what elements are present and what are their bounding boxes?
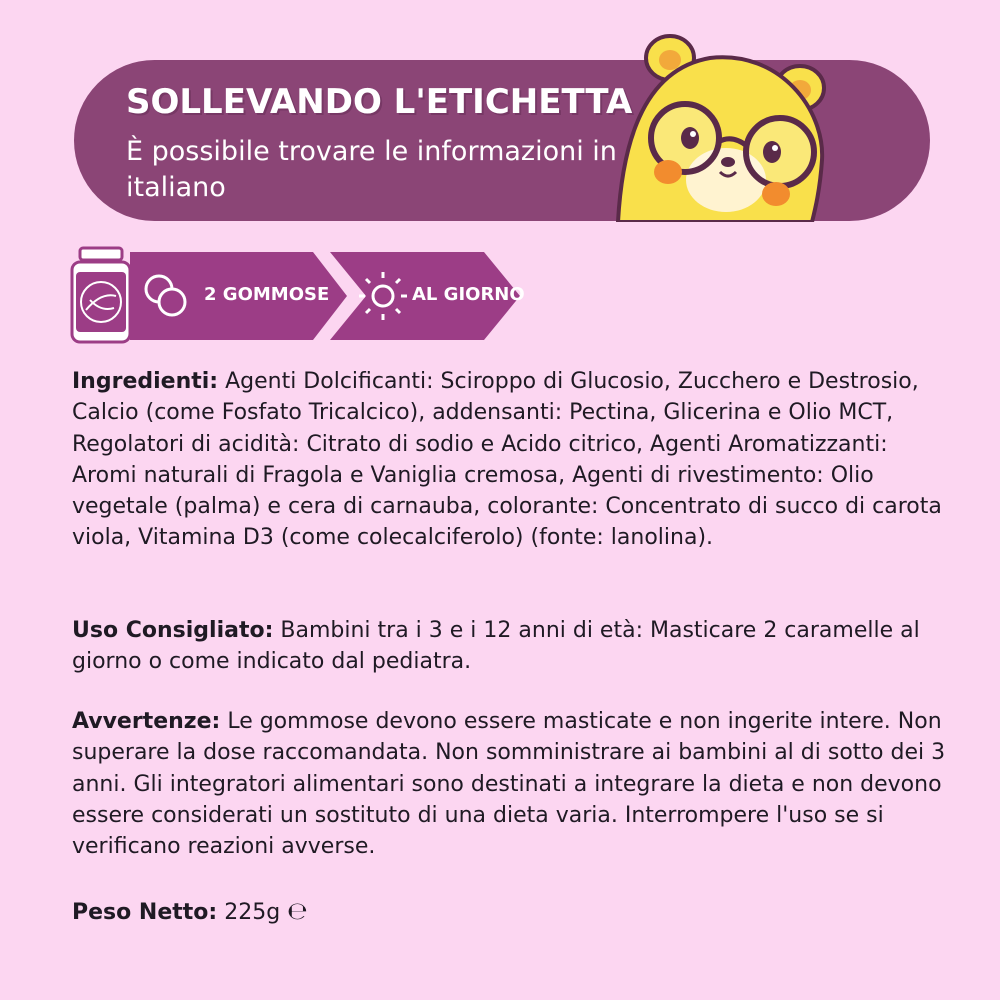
- usage-paragraph: [72, 615, 952, 678]
- warnings-label: Avvertenze:: [72, 709, 221, 734]
- net-weight-value: 225g: [217, 900, 288, 925]
- ingredients-paragraph: [72, 366, 952, 554]
- usage-label: Uso Consigliato:: [72, 618, 274, 643]
- jar-icon: [72, 248, 130, 342]
- warnings-text: Le gommose devono essere masticate e non ingerite intere. Non superare la dose raccomandata. Non somministrare ai bambini al di sotto dei 3 anni. Gli integratori alimentari sono destinati a integrare la dieta e non devono essere considerati un sostituto di una dieta varia. Interrompere l'uso se si verificano reazioni avverse.: [72, 709, 946, 860]
- bear-mascot-icon: [600, 30, 840, 222]
- banner-subtitle: È possibile trovare le informazioni in italiano: [126, 136, 617, 203]
- banner-title: SOLLEVANDO L'ETICHETTA: [126, 82, 633, 122]
- usage-text: Bambini tra i 3 e i 12 anni di età: Masticare 2 caramelle al giorno o come indicato dal pediatra.: [72, 618, 920, 675]
- ingredients-text: Agenti Dolcificanti: Sciroppo di Glucosio, Zucchero e Destrosio, Calcio (come Fosfato Tricalcico), addensanti: Pectina, Glicerina e Olio MCT, Regolatori di acidità: Citrato di sodio e Acido citrico, Agenti Aromatizzanti: Aromi naturali di Fragola e Vaniglia cremosa, Agenti di rivestimento: Olio vegetale (palma) e cera di carnauba, colorante: Concentrato di succo di carota viola, Vitamina D3 (come colecalciferolo) (fonte: lanolina).: [72, 369, 942, 551]
- net-weight-paragraph: [72, 896, 952, 928]
- estimated-sign-icon: ℮: [287, 897, 308, 925]
- dose-gummies-label: 2 GOMMOSE: [204, 284, 330, 305]
- dosage-row: [0, 0, 540, 360]
- dose-per-day-label: AL GIORNO: [412, 284, 525, 305]
- net-weight-label: Peso Netto:: [72, 900, 218, 925]
- warnings-paragraph: [72, 706, 952, 862]
- ingredients-label: Ingredienti:: [72, 369, 219, 394]
